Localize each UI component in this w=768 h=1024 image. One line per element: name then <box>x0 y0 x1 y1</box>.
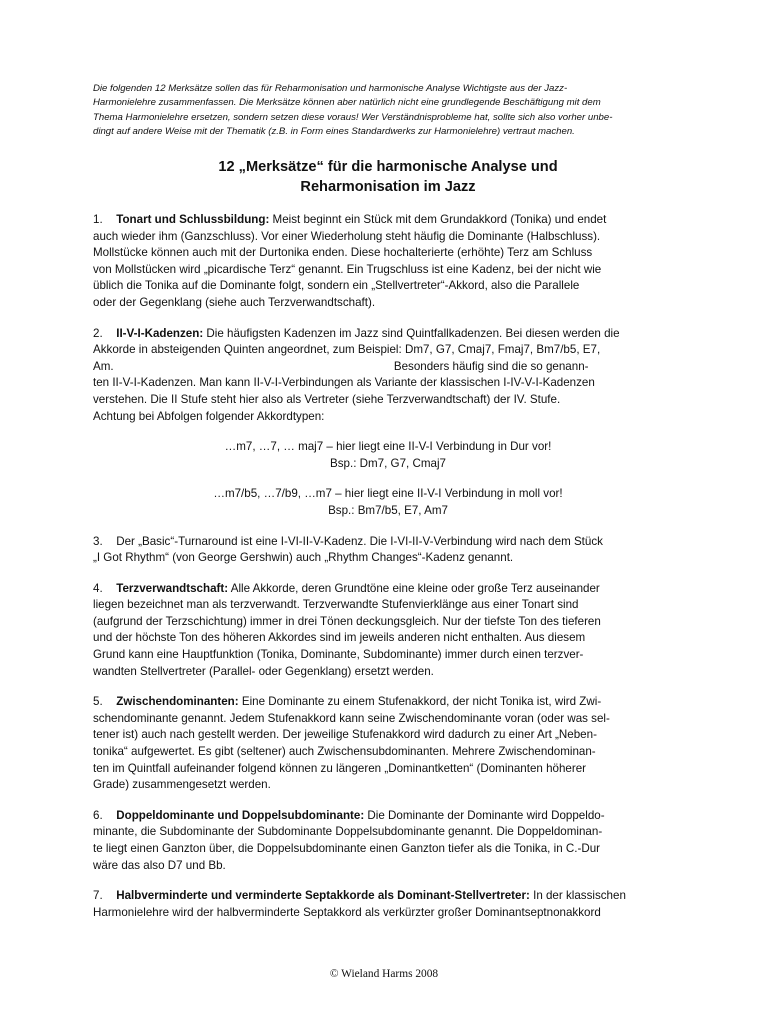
rule-heading: Doppeldominante und Doppelsubdominante: <box>116 808 365 822</box>
rule-heading: Zwischendominanten: <box>116 695 239 709</box>
rule-4: 4. Terzverwandtschaft: Alle Akkorde, deren Grundtöne eine kleine oder große Terz auseinander liegen bezeichnet man als terzverwandt. Terzverwandte Stufenvierklänge aus einer Tonart sind (aufgrund der Terzschichtung) immer in drei Tönen deckungsgleich. Nur der tiefste Ton des tieferen und der höchste Ton des höheren Akkordes sind im jeweils anderen nicht enthalten. Aus diesem Grund kann eine Hauptfunktion (Tonika, Dominante, Subdominante) immer durch einen terzver- wandten Stellvertreter (Parallel- oder Gegenklang) ersetzt werden. <box>93 581 601 678</box>
rule-heading: II-V-I-Kadenzen: <box>116 326 204 340</box>
rule-heading: Tonart und Schlussbildung: <box>116 213 270 226</box>
rule-2: 2. II-V-I-Kadenzen: Die häufigsten Kadenzen im Jazz sind Quintfallkadenzen. Bei diesen werden die Akkorde in absteigenden Quinten angeordnet, zum Beispiel: Dm7, G7, Cmaj7, Fmaj7, Bm7/b5, E7, Am. Besonders häufig sind die so genann- ten II-V-I-Kadenzen. Man kann II-V-I-Verbindungen als Variante der klassischen I-IV-V-I-Kadenzen verstehen. Die II Stufe steht hier also als Vertreter (siehe Terzverwandtschaft) der IV. Stufe. Achtung bei Abfolgen folgender Akkordtypen: <box>93 326 620 423</box>
rule-heading: Terzverwandtschaft: <box>116 581 229 595</box>
rule-heading: Halbverminderte und verminderte Septakkorde als Dominant-Stellvertreter: <box>116 889 530 903</box>
rule-6: 6. Doppeldominante und Doppelsubdominante: Die Dominante der Dominante wird Doppeldo- minante, die Subdominante der Subdominante Doppelsubdominante genannt. Die Doppeldominan- te liegt einen Ganzton über, die Doppelsubdominante einen Ganzton tiefer als die Tonika, in C.-Dur wäre das also D7 und Bb. <box>93 808 605 872</box>
intro-text: Die folgenden 12 Merksätze sollen das für Reharmonisation und harmonische Analyse Wichtigste aus der Jazz- Harmonielehre zusammenfassen. Die Merksätze können aber natürlich nicht eine grundlegende Beschäftigung mit dem Thema Harmonielehre ersetzen, sondern setzen diese voraus! Wer Verständnisprobleme hat, sollte sich also vorher unbe- dingt auf andere Weise mit der Thematik (z.B. in Form eines Standardwerks zur Harmonielehre) vertraut machen. <box>93 83 613 137</box>
copyright-footer: © Wieland Harms 2008 <box>329 968 439 980</box>
rule-7: 7. Halbverminderte und verminderte Septakkorde als Dominant-Stellvertreter: In der klassischen Harmonielehre wird der halbverminderte Septakkord als verkürzter großer Dominantseptnonakkord <box>93 889 626 919</box>
rule-5: 5. Zwischendominanten: Eine Dominante zu einem Stufenakkord, der nicht Tonika ist, wird Zwi- schendominante genannt. Jedem Stufenakkord kann seine Zwischendominante voran (oder was sel- tener ist) auch nach gestellt werden. Der jeweilige Stufenakkord wird dadurch zu einer Art „Neben- tonika“ aufgewertet. Es gibt (seltener) auch Zwischensubdominanten. Mehrere Zwischendominan- ten im Quintfall aufeinander folgend können zu längeren „Dominantketten“ (Dominanten höherer Grade) zusammengesetzt werden. <box>93 695 610 792</box>
example-major: …m7, …7, … maj7 – hier liegt eine II-V-I Verbindung in Dur vor! Bsp.: Dm7, G7, Cmaj7 <box>224 440 552 470</box>
page-title: 12 „Merksätze“ für die harmonische Analyse und Reharmonisation im Jazz <box>218 159 558 195</box>
rule-3: 3. Der „Basic“-Turnaround ist eine I-VI-II-V-Kadenz. Die I-VI-II-V-Verbindung wird nach dem Stück „I Got Rhythm“ (von George Gershwin) auch „Rhythm Changes“-Kadenz genannt. <box>93 534 603 565</box>
example-minor: …m7/b5, …7/b9, …m7 – hier liegt eine II-V-I Verbindung in moll vor! Bsp.: Bm7/b5, E7, Am7 <box>213 487 563 517</box>
document-body <box>93 212 683 935</box>
rule-1: 1. Tonart und Schlussbildung: Meist beginnt ein Stück mit dem Grundakkord (Tonika) und endet auch wieder ihm (Ganzschluss). Vor einer Wiederholung steht häufig die Dominante (Halbschluss). Mollstücke können auch mit der Durtonika enden. Diese hochalterierte (erhöhte) Terz am Schluss von Mollstücken wird „picardische Terz“ genannt. Ein Trugschluss ist eine Kadenz, bei der nicht wie üblich die Tonika auf die Dominante folgt, sondern ein „Stellvertreter“-Akkord, also die Parallele oder der Gegenklang (siehe auch Terzverwandtschaft). <box>93 213 607 309</box>
